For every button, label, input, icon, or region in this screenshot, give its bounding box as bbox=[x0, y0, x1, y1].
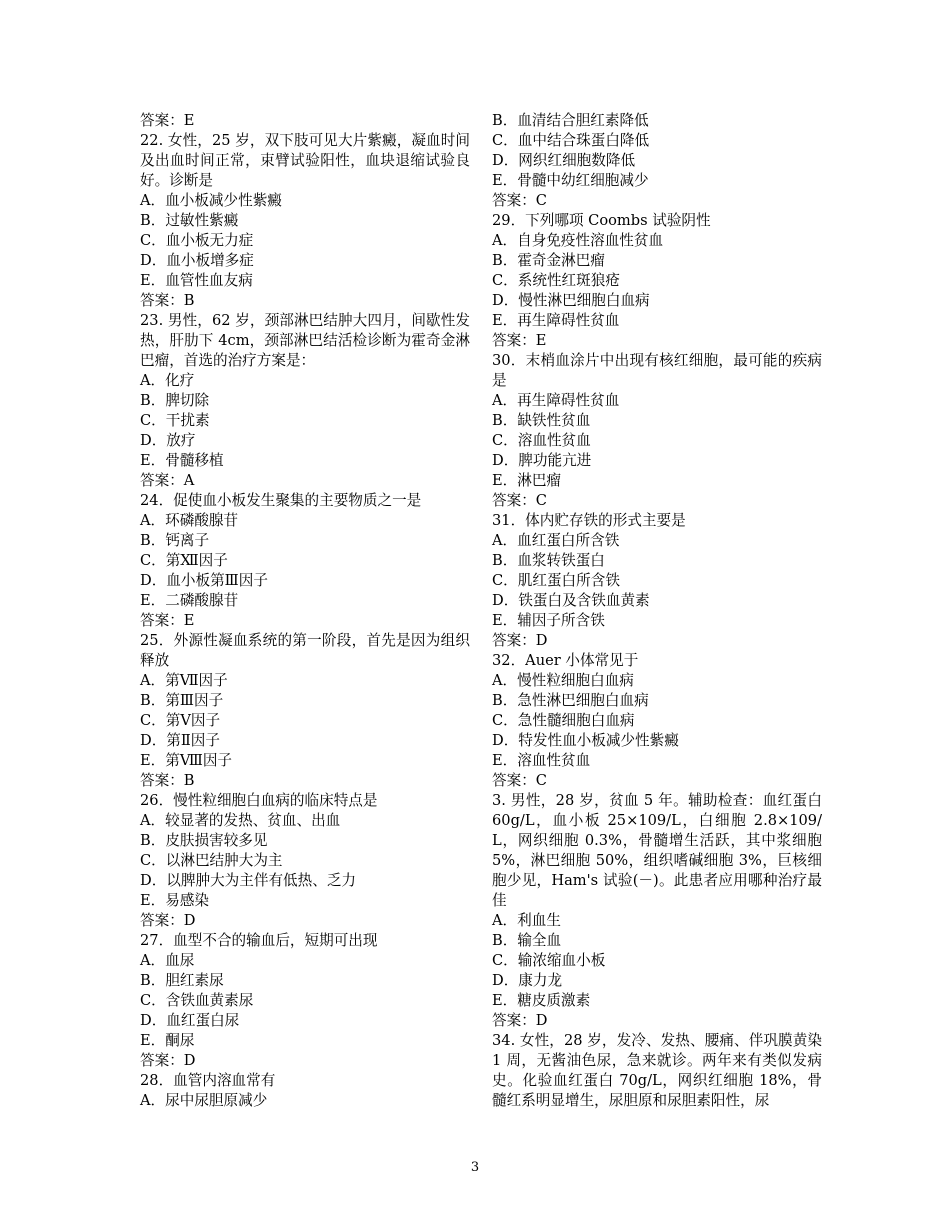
option-line: C．输浓缩血小板 bbox=[492, 952, 606, 969]
answer-line: 答案：B bbox=[140, 772, 195, 789]
option-line: D．血小板增多症 bbox=[140, 252, 254, 269]
option-line: E．第Ⅷ因子 bbox=[140, 752, 233, 769]
answer-line: 答案：D bbox=[140, 912, 196, 929]
question-line: 22. 女性，25 岁，双下肢可见大片紫癜，凝血时间及出血时间正常，束臂试验阳性，血块退缩试验良好。诊断是 bbox=[140, 132, 470, 189]
option-line: C．急性髓细胞白血病 bbox=[492, 712, 635, 729]
answer-line: 答案：B bbox=[140, 292, 195, 309]
option-line: B．皮肤损害较多见 bbox=[140, 832, 268, 849]
option-line: B．霍奇金淋巴瘤 bbox=[492, 252, 605, 269]
question-line: 24．促使血小板发生聚集的主要物质之一是 bbox=[140, 492, 422, 509]
answer-line: 答案：D bbox=[492, 1012, 548, 1029]
answer-line: 答案：A bbox=[140, 472, 195, 489]
answer-line: 答案：D bbox=[492, 632, 548, 649]
option-line: E．酮尿 bbox=[140, 1032, 195, 1049]
question-line: 31．体内贮存铁的形式主要是 bbox=[492, 512, 686, 529]
answer-line: 答案：D bbox=[140, 1052, 196, 1069]
option-line: C．血小板无力症 bbox=[140, 232, 254, 249]
option-line: E．易感染 bbox=[140, 892, 210, 909]
option-line: D．铁蛋白及含铁血黄素 bbox=[492, 592, 650, 609]
option-line: D．脾功能亢进 bbox=[492, 452, 592, 469]
option-line: C．以淋巴结肿大为主 bbox=[140, 852, 283, 869]
option-line: B．脾切除 bbox=[140, 392, 210, 409]
option-line: E．辅因子所含铁 bbox=[492, 612, 605, 629]
option-line: E．二磷酸腺苷 bbox=[140, 592, 239, 609]
question-line: 34. 女性，28 岁，发冷、发热、腰痛、伴巩膜黄染 1 周，无酱油色尿，急来就诊。两年来有类似发病史。化验血红蛋白 70g/L，网织红细胞 18%，骨髓红系明显增生，尿胆原和尿胆素阳性，尿 bbox=[492, 1032, 822, 1109]
answer-line: 答案：E bbox=[140, 612, 195, 629]
option-line: B．输全血 bbox=[492, 932, 562, 949]
option-line: D．慢性淋巴细胞白血病 bbox=[492, 292, 650, 309]
option-line: B．血浆转铁蛋白 bbox=[492, 552, 605, 569]
option-line: D．第Ⅱ因子 bbox=[140, 732, 220, 749]
option-line: E．淋巴瘤 bbox=[492, 472, 562, 489]
option-line: E．再生障碍性贫血 bbox=[492, 312, 620, 329]
option-line: C．第Ⅻ因子 bbox=[140, 552, 228, 569]
option-line: A．再生障碍性贫血 bbox=[492, 392, 620, 409]
option-line: D．放疗 bbox=[140, 432, 196, 449]
option-line: D．以脾肿大为主伴有低热、乏力 bbox=[140, 872, 357, 889]
question-line: 29．下列哪项 Coombs 试验阴性 bbox=[492, 212, 711, 229]
answer-line: 答案：C bbox=[492, 492, 547, 509]
option-line: D．血小板第Ⅲ因子 bbox=[140, 572, 268, 589]
option-line: C．肌红蛋白所含铁 bbox=[492, 572, 620, 589]
option-line: A．血红蛋白所含铁 bbox=[492, 532, 620, 549]
question-line: 26．慢性粒细胞白血病的临床特点是 bbox=[140, 792, 378, 809]
right-column bbox=[492, 111, 822, 1111]
page-number: 3 bbox=[470, 1160, 480, 1175]
answer-line: 答案：C bbox=[492, 192, 547, 209]
option-line: A．利血生 bbox=[492, 912, 561, 929]
option-line: C．含铁血黄素尿 bbox=[140, 992, 254, 1009]
option-line: B．血清结合胆红素降低 bbox=[492, 112, 649, 129]
option-line: E．骨髓中幼红细胞减少 bbox=[492, 172, 649, 189]
answer-line: 答案：E bbox=[140, 112, 195, 129]
question-line: 30．末梢血涂片中出现有核红细胞，最可能的疾病是 bbox=[492, 352, 822, 389]
option-line: B．钙离子 bbox=[140, 532, 210, 549]
option-line: D．网织红细胞数降低 bbox=[492, 152, 636, 169]
option-line: B．过敏性紫癜 bbox=[140, 212, 239, 229]
question-line: 25．外源性凝血系统的第一阶段，首先是因为组织释放 bbox=[140, 632, 470, 669]
question-line: 23. 男性，62 岁，颈部淋巴结肿大四月，间歇性发热，肝肋下 4cm，颈部淋巴结活检诊断为霍奇金淋巴瘤，首选的治疗方案是： bbox=[140, 312, 470, 369]
option-line: A．慢性粒细胞白血病 bbox=[492, 672, 634, 689]
answer-line: 答案：C bbox=[492, 772, 547, 789]
option-line: E．血管性血友病 bbox=[140, 272, 253, 289]
option-line: A．第Ⅶ因子 bbox=[140, 672, 228, 689]
question-line: 27．血型不合的输血后，短期可出现 bbox=[140, 932, 378, 949]
option-line: B．缺铁性贫血 bbox=[492, 412, 591, 429]
option-line: C．溶血性贫血 bbox=[492, 432, 591, 449]
option-line: A．化疗 bbox=[140, 372, 195, 389]
option-line: C．血中结合珠蛋白降低 bbox=[492, 132, 650, 149]
question-line: 32．Auer 小体常见于 bbox=[492, 652, 639, 669]
option-line: A．自身免疫性溶血性贫血 bbox=[492, 232, 664, 249]
option-line: B．胆红素尿 bbox=[140, 972, 224, 989]
answer-line: 答案：E bbox=[492, 332, 547, 349]
option-line: A．血尿 bbox=[140, 952, 195, 969]
option-line: B．第Ⅲ因子 bbox=[140, 692, 224, 709]
option-line: E．溶血性贫血 bbox=[492, 752, 591, 769]
option-line: C．系统性红斑狼疮 bbox=[492, 272, 620, 289]
option-line: A．较显著的发热、贫血、出血 bbox=[140, 812, 341, 829]
left-column bbox=[140, 111, 470, 1111]
option-line: D．康力龙 bbox=[492, 972, 563, 989]
option-line: E．糖皮质激素 bbox=[492, 992, 591, 1009]
option-line: B．急性淋巴细胞白血病 bbox=[492, 692, 649, 709]
option-line: E．骨髓移植 bbox=[140, 452, 224, 469]
option-line: D．血红蛋白尿 bbox=[140, 1012, 240, 1029]
option-line: A．尿中尿胆原减少 bbox=[140, 1092, 268, 1109]
option-line: C．干扰素 bbox=[140, 412, 210, 429]
option-line: C．第Ⅴ因子 bbox=[140, 712, 221, 729]
option-line: A．血小板减少性紫癜 bbox=[140, 192, 282, 209]
question-line: 28．血管内溶血常有 bbox=[140, 1072, 276, 1089]
option-line: D．特发性血小板减少性紫癜 bbox=[492, 732, 679, 749]
option-line: A．环磷酸腺苷 bbox=[140, 512, 239, 529]
question-line: 3. 男性，28 岁，贫血 5 年。辅助检查：血红蛋白 60g/L，血小板 25×109/L，白细胞 2.8×109/L，网织细胞 0.3%，骨髓增生活跃，其中浆细胞 5%，淋巴细胞 50%，组织嗜碱细胞 3%，巨核细胞少见，Ham's 试验(－)。此患者应用哪种治疗最佳 bbox=[492, 792, 822, 909]
